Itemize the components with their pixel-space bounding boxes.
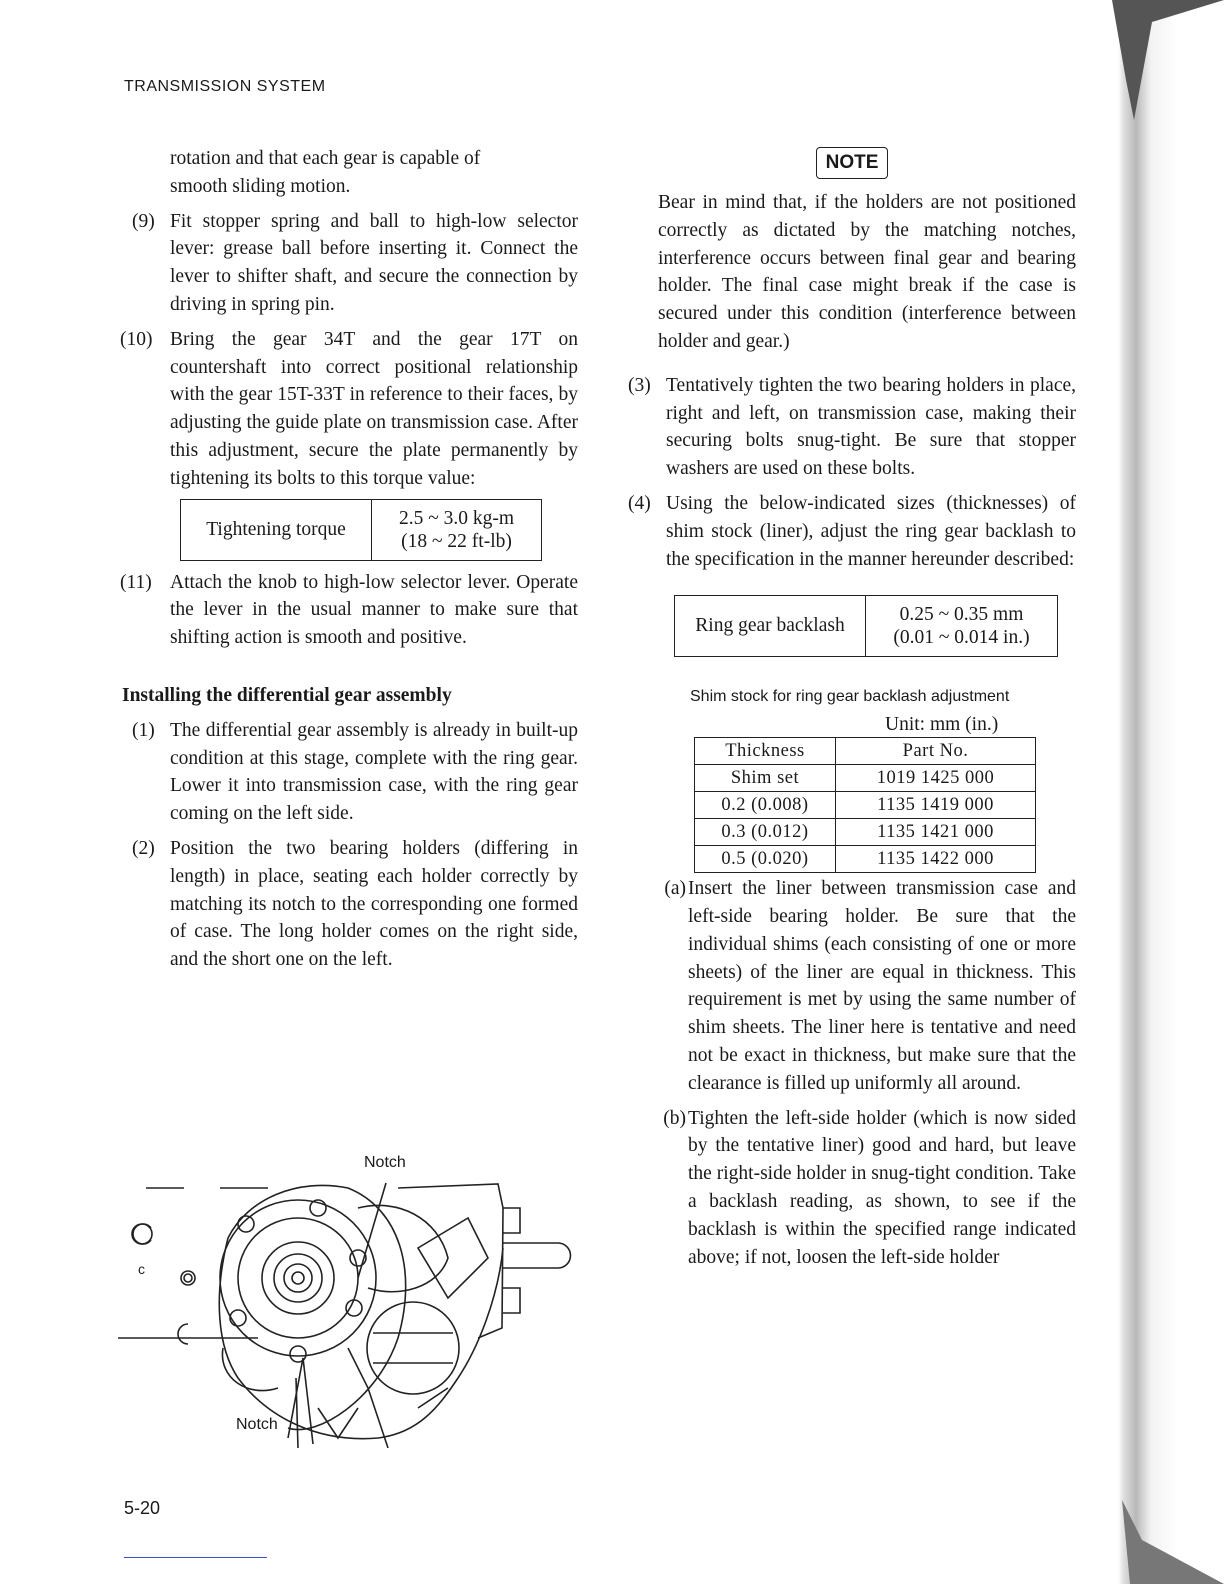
figure-label-notch-top: Notch [364, 1154, 406, 1171]
page-number: 5-20 [124, 1498, 161, 1518]
torque-value [372, 500, 541, 560]
cell-part-no: 1135 1419 000 [836, 792, 1036, 819]
step-4 [628, 490, 1076, 573]
bearing-holder-figure [118, 1148, 580, 1448]
sub-step-b [628, 1105, 1076, 1272]
cell-thickness: Shim set [695, 765, 836, 792]
step-text: Bring the gear 34T and the gear 17T on countershaft into correct positional relationship with the gear 15T-33T in reference to their faces, by adjusting the guide plate on transmission case. After this adjustment, secure the plate permanently by tightening its bolts to this torque value: [170, 328, 578, 489]
step-number: (4) [628, 492, 651, 514]
step-number: (11) [120, 571, 152, 593]
torque-spec-box [180, 499, 542, 561]
left-column [120, 145, 578, 974]
step-number: (1) [132, 719, 155, 741]
table-row [695, 792, 1036, 819]
step-text: Fit stopper spring and ball to high-low selector lever: grease ball before inserting it. Connect the lever to shifter shaft, and secure the connection by driving in spring pin. [170, 210, 578, 315]
step-text: Tentatively tighten the two bearing holders in place, right and left, on transmission case, making their securing bolts snug-tight. Be sure that stopper washers are used on these bolts. [666, 374, 1076, 480]
cell-thickness: 0.5 (0.020) [695, 846, 836, 873]
footer-rule [124, 1557, 267, 1558]
table-row [695, 765, 1036, 792]
diff-step-1 [120, 717, 578, 828]
sub-step-text: Insert the liner between transmission case and left-side bearing holder. Be sure that the individual shims (each consisting of one or more sheets) of the liner are equal in thickness. This requirement is met by using the same number of shim sheets. The liner here is tentative and need not be exact in thickness, but make sure that the clearance is filled up uniformly all around. [688, 878, 1076, 1094]
step-number: (10) [120, 328, 153, 350]
intro-line-2: smooth sliding motion. [170, 175, 351, 197]
intro-text [120, 145, 578, 201]
step-9 [120, 208, 578, 319]
note-text: Bear in mind that, if the holders are not positioned correctly as dictated by the matching notches, interference occurs between final gear and bearing holder. The final case might break if the case is secured under this condition (interference between holder and gear.) [658, 192, 1076, 352]
sub-step-a [628, 875, 1076, 1097]
torque-value-imperial: (18 ~ 22 ft-lb) [401, 530, 512, 552]
step-10 [120, 326, 578, 493]
step-number: (2) [132, 837, 155, 859]
book-binding-edge [1112, 0, 1224, 1584]
step-text: Position the two bearing holders (differing in length) in place, seating each holder correctly by matching its notch to the corresponding one formed of case. The long holder comes on the right side, and the short one on the left. [170, 837, 578, 971]
cell-thickness: 0.2 (0.008) [695, 792, 836, 819]
sub-step-text: Tighten the left-side holder (which is now sided by the tentative liner) good and hard, but leave the right-side holder in snug-tight condition. Take a backlash reading, as shown, to see if the backlash is within the specified range indicated above; if not, loosen the left-side holder [688, 1107, 1076, 1268]
sub-step-letter: (a) [664, 878, 686, 900]
step-text: The differential gear assembly is already in built-up condition at this stage, complete with the ring gear. Lower it into transmission case, with the ring gear coming on the left side. [170, 719, 578, 825]
column-header-part-no: Part No. [836, 738, 1036, 765]
figure-label-notch-bottom: Notch [236, 1416, 278, 1433]
torque-label: Tightening torque [181, 500, 372, 560]
intro-line-1: rotation and that each gear is capable of [170, 148, 481, 169]
step-3 [628, 372, 1076, 483]
page-header: TRANSMISSION SYSTEM [124, 78, 326, 95]
cell-thickness: 0.3 (0.012) [695, 819, 836, 846]
backlash-value-imperial: (0.01 ~ 0.014 in.) [893, 627, 1030, 649]
cell-part-no: 1019 1425 000 [836, 765, 1036, 792]
step-number: (3) [628, 374, 651, 396]
cell-part-no: 1135 1422 000 [836, 846, 1036, 873]
table-header-row [695, 738, 1036, 765]
step-number: (9) [132, 210, 155, 232]
table-row [695, 819, 1036, 846]
step-text: Attach the knob to high-low selector lever. Operate the lever in the usual manner to make sure that shifting action is smooth and positive. [170, 571, 578, 649]
backlash-value-metric: 0.25 ~ 0.35 mm [899, 604, 1024, 626]
transmission-case-drawing [118, 1148, 580, 1448]
backlash-spec-box [674, 595, 1058, 657]
diff-step-2 [120, 835, 578, 974]
section-heading: Installing the differential gear assembly [122, 684, 452, 706]
right-column [628, 145, 1076, 1271]
step-11 [120, 569, 578, 652]
sub-step-letter: (b) [663, 1107, 686, 1129]
shim-table-title: Shim stock for ring gear backlash adjustment [690, 688, 1010, 706]
column-header-thickness: Thickness [695, 738, 836, 765]
svg-text:c: c [138, 1261, 145, 1277]
table-row [695, 846, 1036, 873]
backlash-label: Ring gear backlash [675, 596, 866, 656]
note-badge: NOTE [816, 147, 888, 179]
backlash-value [866, 596, 1057, 656]
shim-table-unit: Unit: mm (in.) [885, 714, 999, 736]
shim-table [694, 737, 1036, 873]
step-text: Using the below-indicated sizes (thicknesses) of shim stock (liner), adjust the ring gear backlash to the specification in the manner hereunder described: [666, 492, 1076, 570]
cell-part-no: 1135 1421 000 [836, 819, 1036, 846]
torque-value-metric: 2.5 ~ 3.0 kg-m [398, 507, 515, 529]
